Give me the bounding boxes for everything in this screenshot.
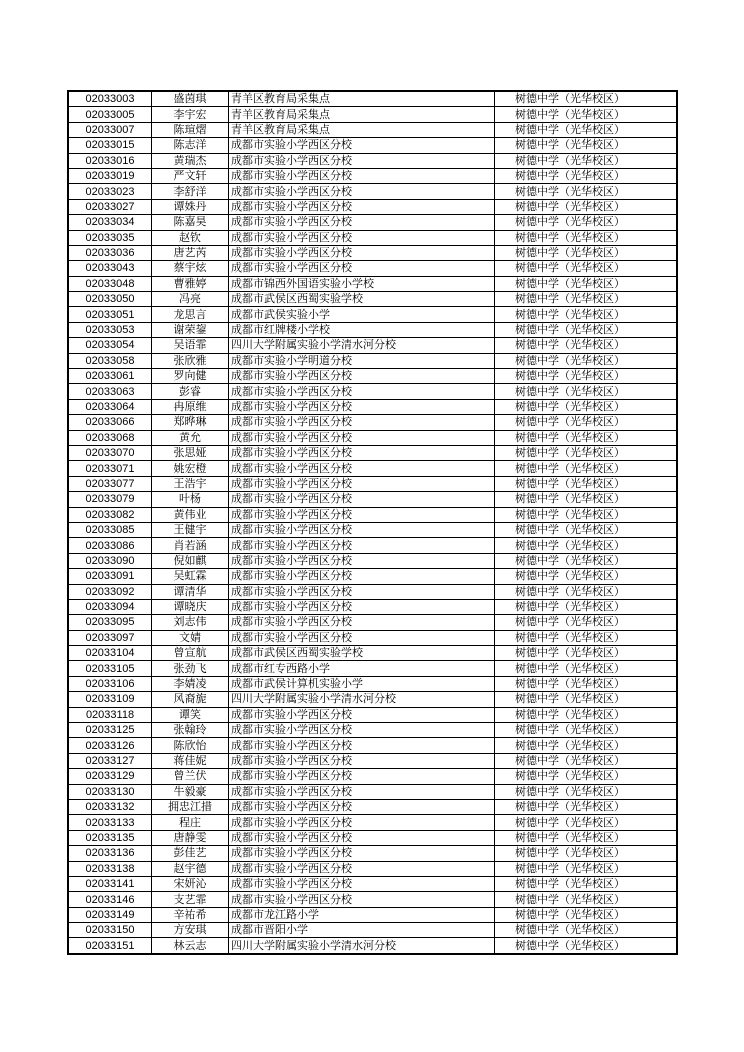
student-name-cell: 冯亮 bbox=[152, 292, 229, 307]
admitted-school-cell: 树德中学（光华校区） bbox=[495, 707, 678, 722]
student-id-cell: 02033091 bbox=[68, 569, 152, 584]
primary-school-cell: 成都市红专西路小学 bbox=[229, 661, 495, 676]
student-id-cell: 02033127 bbox=[68, 753, 152, 768]
primary-school-cell: 成都市实验小学西区分校 bbox=[229, 384, 495, 399]
student-name-cell: 牛毅豪 bbox=[152, 784, 229, 799]
student-name-cell: 蒋佳妮 bbox=[152, 753, 229, 768]
student-name-cell: 文婧 bbox=[152, 630, 229, 645]
student-id-cell: 02033064 bbox=[68, 399, 152, 414]
student-name-cell: 肖若涵 bbox=[152, 538, 229, 553]
primary-school-cell: 成都市实验小学西区分校 bbox=[229, 799, 495, 814]
student-id-cell: 02033071 bbox=[68, 461, 152, 476]
admitted-school-cell: 树德中学（光华校区） bbox=[495, 538, 678, 553]
primary-school-cell: 成都市实验小学西区分校 bbox=[229, 723, 495, 738]
student-name-cell: 黄瑞杰 bbox=[152, 153, 229, 168]
student-name-cell: 郑晔琳 bbox=[152, 415, 229, 430]
table-row bbox=[68, 815, 677, 830]
table-row bbox=[68, 153, 677, 168]
admitted-school-cell: 树德中学（光华校区） bbox=[495, 799, 678, 814]
student-name-cell: 陈欣怡 bbox=[152, 738, 229, 753]
primary-school-cell: 成都市实验小学西区分校 bbox=[229, 892, 495, 907]
student-id-cell: 02033146 bbox=[68, 892, 152, 907]
student-name-cell: 叶杨 bbox=[152, 492, 229, 507]
student-id-cell: 02033066 bbox=[68, 415, 152, 430]
student-name-cell: 姚宏橙 bbox=[152, 461, 229, 476]
student-id-cell: 02033061 bbox=[68, 369, 152, 384]
primary-school-cell: 成都市晋阳小学 bbox=[229, 923, 495, 938]
primary-school-cell: 成都市实验小学西区分校 bbox=[229, 399, 495, 414]
admitted-school-cell: 树德中学（光华校区） bbox=[495, 338, 678, 353]
student-name-cell: 黄允 bbox=[152, 430, 229, 445]
student-name-cell: 辛祐希 bbox=[152, 907, 229, 922]
student-id-cell: 02033135 bbox=[68, 830, 152, 845]
student-name-cell: 曾宣航 bbox=[152, 646, 229, 661]
student-id-cell: 02033104 bbox=[68, 646, 152, 661]
table-row bbox=[68, 738, 677, 753]
primary-school-cell: 成都市实验小学西区分校 bbox=[229, 507, 495, 522]
table-row bbox=[68, 799, 677, 814]
admitted-school-cell: 树德中学（光华校区） bbox=[495, 122, 678, 137]
admitted-school-cell: 树德中学（光华校区） bbox=[495, 676, 678, 691]
admitted-school-cell: 树德中学（光华校区） bbox=[495, 184, 678, 199]
student-name-cell: 李婧凌 bbox=[152, 676, 229, 691]
student-id-cell: 02033077 bbox=[68, 476, 152, 491]
table-row bbox=[68, 661, 677, 676]
primary-school-cell: 成都市实验小学西区分校 bbox=[229, 599, 495, 614]
student-id-cell: 02033132 bbox=[68, 799, 152, 814]
student-id-cell: 02033007 bbox=[68, 122, 152, 137]
primary-school-cell: 成都市实验小学西区分校 bbox=[229, 369, 495, 384]
admitted-school-cell: 树德中学（光华校区） bbox=[495, 815, 678, 830]
student-name-cell: 盛茵琪 bbox=[152, 91, 229, 107]
primary-school-cell: 成都市实验小学西区分校 bbox=[229, 538, 495, 553]
student-id-cell: 02033092 bbox=[68, 584, 152, 599]
admitted-school-cell: 树德中学（光华校区） bbox=[495, 430, 678, 445]
table-row bbox=[68, 307, 677, 322]
admitted-school-cell: 树德中学（光华校区） bbox=[495, 753, 678, 768]
student-id-cell: 02033141 bbox=[68, 876, 152, 891]
table-row bbox=[68, 861, 677, 876]
admitted-school-cell: 树德中学（光华校区） bbox=[495, 522, 678, 537]
student-name-cell: 黄伟业 bbox=[152, 507, 229, 522]
primary-school-cell: 成都市实验小学西区分校 bbox=[229, 461, 495, 476]
admitted-school-cell: 树德中学（光华校区） bbox=[495, 784, 678, 799]
student-id-cell: 02033079 bbox=[68, 492, 152, 507]
student-name-cell: 李宇宏 bbox=[152, 107, 229, 122]
student-id-cell: 02033090 bbox=[68, 553, 152, 568]
admitted-school-cell: 树德中学（光华校区） bbox=[495, 630, 678, 645]
admitted-school-cell: 树德中学（光华校区） bbox=[495, 569, 678, 584]
primary-school-cell: 成都市实验小学西区分校 bbox=[229, 153, 495, 168]
student-name-cell: 拥忠江措 bbox=[152, 799, 229, 814]
admitted-school-cell: 树德中学（光华校区） bbox=[495, 907, 678, 922]
admitted-school-cell: 树德中学（光华校区） bbox=[495, 322, 678, 337]
student-name-cell: 吴语霏 bbox=[152, 338, 229, 353]
table-row bbox=[68, 630, 677, 645]
admitted-school-cell: 树德中学（光华校区） bbox=[495, 445, 678, 460]
primary-school-cell: 成都市实验小学西区分校 bbox=[229, 261, 495, 276]
student-name-cell: 谭清华 bbox=[152, 584, 229, 599]
student-name-cell: 倪如麒 bbox=[152, 553, 229, 568]
admitted-school-cell: 树德中学（光华校区） bbox=[495, 91, 678, 107]
table-row bbox=[68, 199, 677, 214]
table-row bbox=[68, 553, 677, 568]
student-name-cell: 谭姝丹 bbox=[152, 199, 229, 214]
admitted-school-cell: 树德中学（光华校区） bbox=[495, 199, 678, 214]
admitted-school-cell: 树德中学（光华校区） bbox=[495, 353, 678, 368]
admitted-school-cell: 树德中学（光华校区） bbox=[495, 415, 678, 430]
table-row bbox=[68, 830, 677, 845]
primary-school-cell: 成都市实验小学西区分校 bbox=[229, 415, 495, 430]
table-row bbox=[68, 753, 677, 768]
student-name-cell: 吴虹霖 bbox=[152, 569, 229, 584]
student-name-cell: 龙思言 bbox=[152, 307, 229, 322]
admitted-school-cell: 树德中学（光华校区） bbox=[495, 276, 678, 291]
table-row bbox=[68, 353, 677, 368]
student-id-cell: 02033027 bbox=[68, 199, 152, 214]
table-row bbox=[68, 184, 677, 199]
primary-school-cell: 成都市实验小学西区分校 bbox=[229, 707, 495, 722]
student-name-cell: 宋妍沁 bbox=[152, 876, 229, 891]
table-row bbox=[68, 646, 677, 661]
primary-school-cell: 成都市实验小学西区分校 bbox=[229, 168, 495, 183]
admitted-school-cell: 树德中学（光华校区） bbox=[495, 599, 678, 614]
student-id-cell: 02033095 bbox=[68, 615, 152, 630]
table-row bbox=[68, 230, 677, 245]
student-id-cell: 02033054 bbox=[68, 338, 152, 353]
primary-school-cell: 成都市实验小学西区分校 bbox=[229, 846, 495, 861]
table-row bbox=[68, 122, 677, 137]
table-row bbox=[68, 769, 677, 784]
primary-school-cell: 四川大学附属实验小学清水河分校 bbox=[229, 692, 495, 707]
student-name-cell: 张思娅 bbox=[152, 445, 229, 460]
admitted-school-cell: 树德中学（光华校区） bbox=[495, 723, 678, 738]
table-row bbox=[68, 599, 677, 614]
table-row bbox=[68, 784, 677, 799]
student-id-cell: 02033105 bbox=[68, 661, 152, 676]
student-name-cell: 赵宇德 bbox=[152, 861, 229, 876]
table-row bbox=[68, 245, 677, 260]
table-row bbox=[68, 215, 677, 230]
student-name-cell: 罗向健 bbox=[152, 369, 229, 384]
table-row bbox=[68, 430, 677, 445]
primary-school-cell: 成都市实验小学西区分校 bbox=[229, 245, 495, 260]
student-id-cell: 02033097 bbox=[68, 630, 152, 645]
primary-school-cell: 成都市武侯区西蜀实验学校 bbox=[229, 646, 495, 661]
table-row bbox=[68, 846, 677, 861]
student-name-cell: 张欣雅 bbox=[152, 353, 229, 368]
primary-school-cell: 成都市实验小学明道分校 bbox=[229, 353, 495, 368]
table-row bbox=[68, 676, 677, 691]
table-row bbox=[68, 276, 677, 291]
table-row bbox=[68, 907, 677, 922]
student-name-cell: 陈嘉昊 bbox=[152, 215, 229, 230]
student-name-cell: 冉原维 bbox=[152, 399, 229, 414]
student-name-cell: 张翰玲 bbox=[152, 723, 229, 738]
table-row bbox=[68, 538, 677, 553]
table-row bbox=[68, 168, 677, 183]
primary-school-cell: 成都市实验小学西区分校 bbox=[229, 815, 495, 830]
primary-school-cell: 成都市实验小学西区分校 bbox=[229, 230, 495, 245]
student-id-cell: 02033051 bbox=[68, 307, 152, 322]
primary-school-cell: 成都市实验小学西区分校 bbox=[229, 769, 495, 784]
student-name-cell: 风裔旎 bbox=[152, 692, 229, 707]
student-name-cell: 支艺霏 bbox=[152, 892, 229, 907]
primary-school-cell: 成都市实验小学西区分校 bbox=[229, 830, 495, 845]
table-body bbox=[68, 91, 677, 954]
primary-school-cell: 成都市实验小学西区分校 bbox=[229, 753, 495, 768]
primary-school-cell: 成都市实验小学西区分校 bbox=[229, 522, 495, 537]
admitted-school-cell: 树德中学（光华校区） bbox=[495, 646, 678, 661]
admission-list-table bbox=[67, 90, 678, 955]
student-id-cell: 02033058 bbox=[68, 353, 152, 368]
student-name-cell: 王健宇 bbox=[152, 522, 229, 537]
admitted-school-cell: 树德中学（光华校区） bbox=[495, 507, 678, 522]
primary-school-cell: 成都市龙江路小学 bbox=[229, 907, 495, 922]
primary-school-cell: 成都市实验小学西区分校 bbox=[229, 184, 495, 199]
table-row bbox=[68, 723, 677, 738]
student-id-cell: 02033050 bbox=[68, 292, 152, 307]
table-row bbox=[68, 399, 677, 414]
student-name-cell: 唐静雯 bbox=[152, 830, 229, 845]
student-id-cell: 02033048 bbox=[68, 276, 152, 291]
table-row bbox=[68, 369, 677, 384]
student-name-cell: 彭睿 bbox=[152, 384, 229, 399]
student-id-cell: 02033043 bbox=[68, 261, 152, 276]
student-id-cell: 02033016 bbox=[68, 153, 152, 168]
primary-school-cell: 成都市武侯区西蜀实验学校 bbox=[229, 292, 495, 307]
primary-school-cell: 成都市实验小学西区分校 bbox=[229, 430, 495, 445]
primary-school-cell: 成都市实验小学西区分校 bbox=[229, 199, 495, 214]
admitted-school-cell: 树德中学（光华校区） bbox=[495, 369, 678, 384]
student-id-cell: 02033082 bbox=[68, 507, 152, 522]
admitted-school-cell: 树德中学（光华校区） bbox=[495, 661, 678, 676]
student-name-cell: 陈志洋 bbox=[152, 138, 229, 153]
student-id-cell: 02033126 bbox=[68, 738, 152, 753]
admitted-school-cell: 树德中学（光华校区） bbox=[495, 846, 678, 861]
student-id-cell: 02033085 bbox=[68, 522, 152, 537]
admitted-school-cell: 树德中学（光华校区） bbox=[495, 615, 678, 630]
admitted-school-cell: 树德中学（光华校区） bbox=[495, 384, 678, 399]
student-id-cell: 02033019 bbox=[68, 168, 152, 183]
table-row bbox=[68, 415, 677, 430]
table-row bbox=[68, 584, 677, 599]
student-id-cell: 02033003 bbox=[68, 91, 152, 107]
table-row bbox=[68, 461, 677, 476]
student-name-cell: 林云志 bbox=[152, 938, 229, 954]
table-row bbox=[68, 445, 677, 460]
admitted-school-cell: 树德中学（光华校区） bbox=[495, 245, 678, 260]
student-id-cell: 02033130 bbox=[68, 784, 152, 799]
table-row bbox=[68, 507, 677, 522]
student-id-cell: 02033151 bbox=[68, 938, 152, 954]
student-id-cell: 02033035 bbox=[68, 230, 152, 245]
primary-school-cell: 成都市实验小学西区分校 bbox=[229, 630, 495, 645]
student-id-cell: 02033136 bbox=[68, 846, 152, 861]
student-name-cell: 曹雅婷 bbox=[152, 276, 229, 291]
table-row bbox=[68, 615, 677, 630]
primary-school-cell: 青羊区教育局采集点 bbox=[229, 91, 495, 107]
student-id-cell: 02033053 bbox=[68, 322, 152, 337]
table-row bbox=[68, 492, 677, 507]
student-id-cell: 02033063 bbox=[68, 384, 152, 399]
student-name-cell: 赵钦 bbox=[152, 230, 229, 245]
admitted-school-cell: 树德中学（光华校区） bbox=[495, 261, 678, 276]
table-row bbox=[68, 138, 677, 153]
primary-school-cell: 成都市武侯计算机实验小学 bbox=[229, 676, 495, 691]
student-id-cell: 02033068 bbox=[68, 430, 152, 445]
table-row bbox=[68, 322, 677, 337]
student-name-cell: 陈瑄熠 bbox=[152, 122, 229, 137]
admitted-school-cell: 树德中学（光华校区） bbox=[495, 584, 678, 599]
table-row bbox=[68, 107, 677, 122]
primary-school-cell: 成都市红牌楼小学校 bbox=[229, 322, 495, 337]
student-id-cell: 02033086 bbox=[68, 538, 152, 553]
student-id-cell: 02033138 bbox=[68, 861, 152, 876]
student-id-cell: 02033129 bbox=[68, 769, 152, 784]
table-row bbox=[68, 876, 677, 891]
student-name-cell: 唐艺芮 bbox=[152, 245, 229, 260]
student-name-cell: 王浩宇 bbox=[152, 476, 229, 491]
primary-school-cell: 成都市实验小学西区分校 bbox=[229, 138, 495, 153]
student-id-cell: 02033109 bbox=[68, 692, 152, 707]
student-name-cell: 彭佳艺 bbox=[152, 846, 229, 861]
student-id-cell: 02033023 bbox=[68, 184, 152, 199]
table-row bbox=[68, 892, 677, 907]
student-id-cell: 02033005 bbox=[68, 107, 152, 122]
admitted-school-cell: 树德中学（光华校区） bbox=[495, 492, 678, 507]
table-row bbox=[68, 923, 677, 938]
student-name-cell: 李舒洋 bbox=[152, 184, 229, 199]
student-id-cell: 02033150 bbox=[68, 923, 152, 938]
table-row bbox=[68, 692, 677, 707]
student-id-cell: 02033149 bbox=[68, 907, 152, 922]
primary-school-cell: 成都市武侯实验小学 bbox=[229, 307, 495, 322]
primary-school-cell: 四川大学附属实验小学清水河分校 bbox=[229, 938, 495, 954]
admitted-school-cell: 树德中学（光华校区） bbox=[495, 553, 678, 568]
student-name-cell: 蔡宇炫 bbox=[152, 261, 229, 276]
admitted-school-cell: 树德中学（光华校区） bbox=[495, 876, 678, 891]
table-row bbox=[68, 522, 677, 537]
primary-school-cell: 成都市实验小学西区分校 bbox=[229, 492, 495, 507]
admitted-school-cell: 树德中学（光华校区） bbox=[495, 230, 678, 245]
primary-school-cell: 成都市实验小学西区分校 bbox=[229, 876, 495, 891]
admitted-school-cell: 树德中学（光华校区） bbox=[495, 892, 678, 907]
primary-school-cell: 四川大学附属实验小学清水河分校 bbox=[229, 338, 495, 353]
primary-school-cell: 成都市实验小学西区分校 bbox=[229, 784, 495, 799]
primary-school-cell: 青羊区教育局采集点 bbox=[229, 122, 495, 137]
primary-school-cell: 成都市锦西外国语实验小学校 bbox=[229, 276, 495, 291]
table-row bbox=[68, 261, 677, 276]
student-id-cell: 02033070 bbox=[68, 445, 152, 460]
admitted-school-cell: 树德中学（光华校区） bbox=[495, 861, 678, 876]
admitted-school-cell: 树德中学（光华校区） bbox=[495, 399, 678, 414]
table-row bbox=[68, 476, 677, 491]
primary-school-cell: 成都市实验小学西区分校 bbox=[229, 445, 495, 460]
table-row bbox=[68, 292, 677, 307]
admitted-school-cell: 树德中学（光华校区） bbox=[495, 830, 678, 845]
student-name-cell: 张劲飞 bbox=[152, 661, 229, 676]
primary-school-cell: 成都市实验小学西区分校 bbox=[229, 215, 495, 230]
primary-school-cell: 成都市实验小学西区分校 bbox=[229, 553, 495, 568]
student-id-cell: 02033036 bbox=[68, 245, 152, 260]
student-id-cell: 02033125 bbox=[68, 723, 152, 738]
table-row bbox=[68, 569, 677, 584]
student-name-cell: 刘志伟 bbox=[152, 615, 229, 630]
admitted-school-cell: 树德中学（光华校区） bbox=[495, 769, 678, 784]
table-row bbox=[68, 338, 677, 353]
student-name-cell: 程庄 bbox=[152, 815, 229, 830]
student-name-cell: 曾兰伏 bbox=[152, 769, 229, 784]
admitted-school-cell: 树德中学（光华校区） bbox=[495, 476, 678, 491]
student-name-cell: 谢荣鋆 bbox=[152, 322, 229, 337]
admitted-school-cell: 树德中学（光华校区） bbox=[495, 107, 678, 122]
admitted-school-cell: 树德中学（光华校区） bbox=[495, 738, 678, 753]
admitted-school-cell: 树德中学（光华校区） bbox=[495, 215, 678, 230]
primary-school-cell: 成都市实验小学西区分校 bbox=[229, 476, 495, 491]
primary-school-cell: 成都市实验小学西区分校 bbox=[229, 569, 495, 584]
table-row bbox=[68, 938, 677, 954]
student-id-cell: 02033094 bbox=[68, 599, 152, 614]
table-row bbox=[68, 384, 677, 399]
admitted-school-cell: 树德中学（光华校区） bbox=[495, 692, 678, 707]
student-id-cell: 02033034 bbox=[68, 215, 152, 230]
admitted-school-cell: 树德中学（光华校区） bbox=[495, 461, 678, 476]
primary-school-cell: 青羊区教育局采集点 bbox=[229, 107, 495, 122]
student-id-cell: 02033106 bbox=[68, 676, 152, 691]
student-id-cell: 02033133 bbox=[68, 815, 152, 830]
admitted-school-cell: 树德中学（光华校区） bbox=[495, 168, 678, 183]
student-name-cell: 谭晓庆 bbox=[152, 599, 229, 614]
student-name-cell: 方安琪 bbox=[152, 923, 229, 938]
primary-school-cell: 成都市实验小学西区分校 bbox=[229, 861, 495, 876]
admitted-school-cell: 树德中学（光华校区） bbox=[495, 292, 678, 307]
student-name-cell: 谭笑 bbox=[152, 707, 229, 722]
admitted-school-cell: 树德中学（光华校区） bbox=[495, 153, 678, 168]
admitted-school-cell: 树德中学（光华校区） bbox=[495, 938, 678, 954]
table-row bbox=[68, 707, 677, 722]
student-id-cell: 02033015 bbox=[68, 138, 152, 153]
admitted-school-cell: 树德中学（光华校区） bbox=[495, 307, 678, 322]
primary-school-cell: 成都市实验小学西区分校 bbox=[229, 738, 495, 753]
primary-school-cell: 成都市实验小学西区分校 bbox=[229, 615, 495, 630]
table-row bbox=[68, 91, 677, 107]
student-id-cell: 02033118 bbox=[68, 707, 152, 722]
student-name-cell: 严文轩 bbox=[152, 168, 229, 183]
admitted-school-cell: 树德中学（光华校区） bbox=[495, 138, 678, 153]
primary-school-cell: 成都市实验小学西区分校 bbox=[229, 584, 495, 599]
admitted-school-cell: 树德中学（光华校区） bbox=[495, 923, 678, 938]
